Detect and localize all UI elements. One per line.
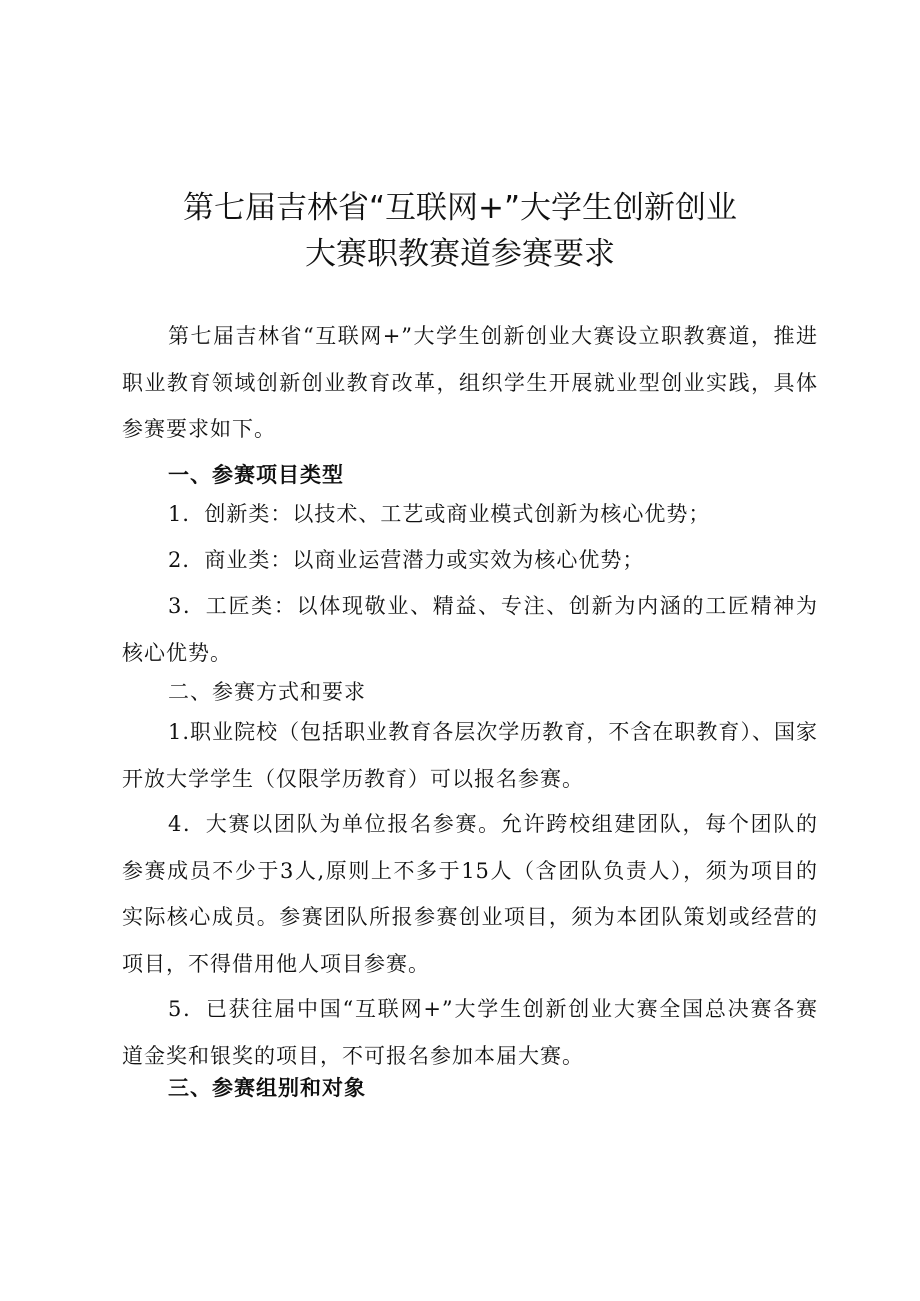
section1-item-3: 3．工匠类：以体现敬业、精益、专注、创新为内涵的工匠精神为核心优势。 xyxy=(122,594,818,665)
section2-item-1: 1.职业院校（包括职业教育各层次学历教育，不含在职教育）、国家开放大学学生（仅限学历教育）可以报名参赛。 xyxy=(122,720,818,791)
document-title-line2: 大赛职教赛道参赛要求 xyxy=(305,236,615,272)
section3-heading: 三、参赛组别和对象 xyxy=(168,1076,366,1100)
intro-paragraph: 第七届吉林省“互联网+”大学生创新创业大赛设立职教赛道，推进职业教育领域创新创业教育改革，组织学生开展就业型创业实践，具体参赛要求如下。 xyxy=(122,324,818,441)
section2-item-5: 5．已获往届中国“互联网+”大学生创新创业大赛全国总决赛各赛道金奖和银奖的项目，不可报名参加本届大赛。 xyxy=(122,997,818,1068)
document-title-line1: 第七届吉林省“互联网+”大学生创新创业 xyxy=(182,190,738,226)
section1-heading: 一、参赛项目类型 xyxy=(168,463,344,487)
section2-item-4: 4．大赛以团队为单位报名参赛。允许跨校组建团队，每个团队的参赛成员不少于3人,原则上不多于15人（含团队负责人），须为项目的实际核心成员。参赛团队所报参赛创业项目，须为本团队策划或经营的项目，不得借用他人项目参赛。 xyxy=(122,812,818,976)
section1-item-1: 1．创新类：以技术、工艺或商业模式创新为核心优势； xyxy=(168,502,711,526)
section1-item-2: 2．商业类：以商业运营潜力或实效为核心优势； xyxy=(168,548,645,572)
section2-heading: 二、参赛方式和要求 xyxy=(168,680,366,704)
